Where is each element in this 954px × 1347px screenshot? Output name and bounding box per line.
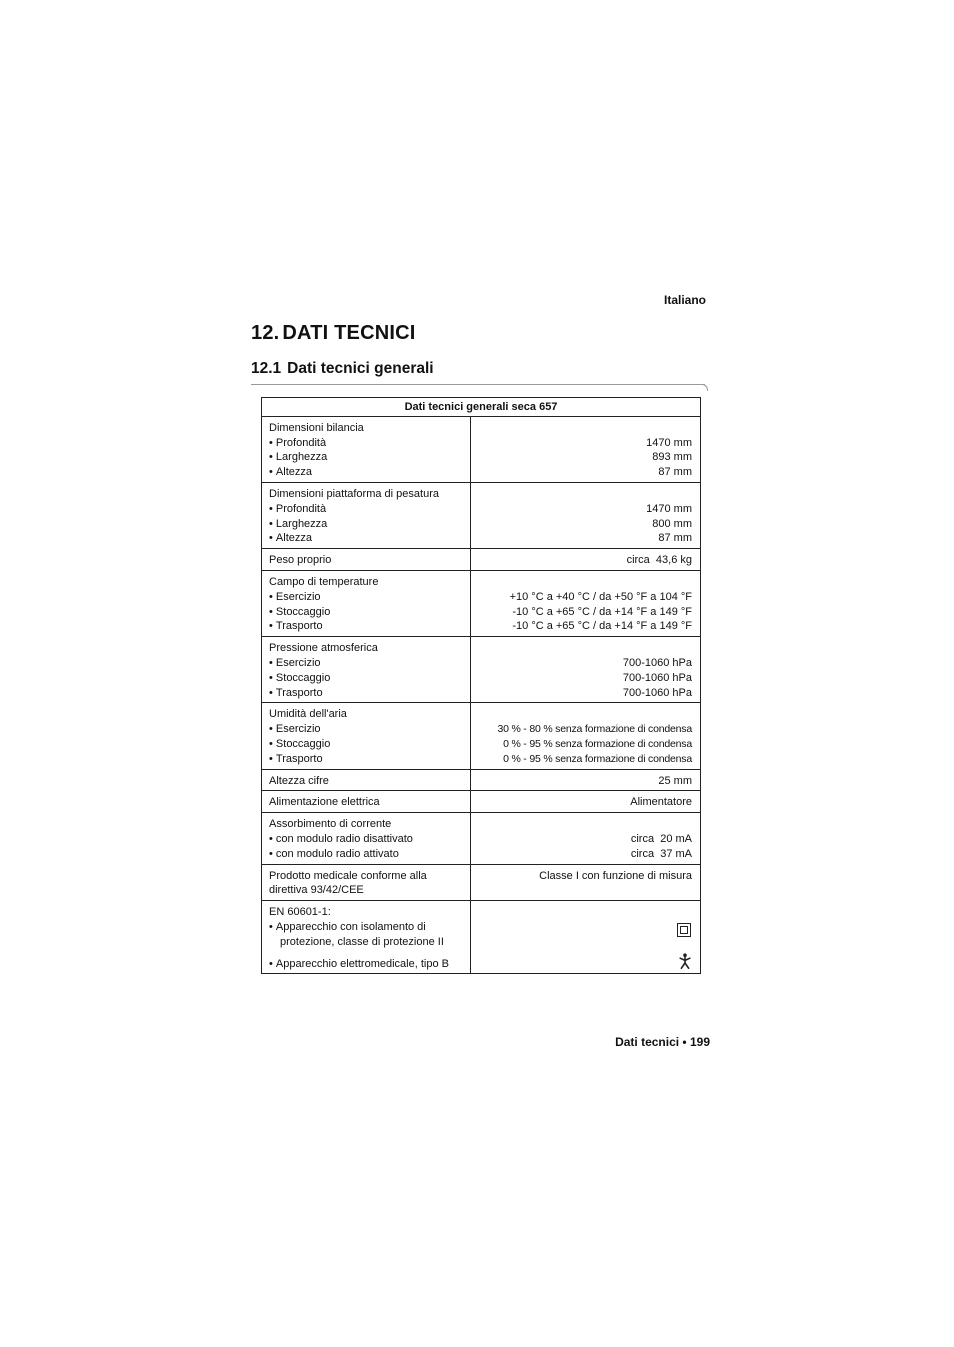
row-item: • Stoccaggio bbox=[269, 671, 462, 686]
row-item: • Trasporto bbox=[269, 752, 462, 767]
row-label: EN 60601-1: bbox=[269, 906, 331, 919]
row-value: -10 °C a +65 °C / da +14 °F a 149 °F bbox=[512, 620, 692, 633]
table-row bbox=[262, 637, 701, 703]
row-label-cell bbox=[262, 791, 471, 813]
row-value: 800 mm bbox=[652, 517, 692, 530]
row-item: • Larghezza bbox=[269, 450, 462, 465]
row-value-cell bbox=[471, 549, 701, 571]
row-value: 30 % - 80 % senza formazione di condensa bbox=[497, 723, 692, 736]
row-label-cell bbox=[262, 813, 471, 864]
row-value-cell bbox=[471, 637, 701, 703]
row-value: 893 mm bbox=[652, 451, 692, 464]
row-item: • Altezza bbox=[269, 465, 462, 480]
table-row bbox=[262, 864, 701, 901]
row-value-cell bbox=[471, 901, 701, 974]
section-rule-end bbox=[701, 384, 708, 391]
row-item: • con modulo radio attivato bbox=[269, 847, 462, 862]
row-item: • Larghezza bbox=[269, 517, 462, 532]
row-label-cell bbox=[262, 864, 471, 901]
row-item: • Trasporto bbox=[269, 619, 462, 634]
table-row bbox=[262, 901, 701, 974]
table-row bbox=[262, 482, 701, 548]
row-value: 1470 mm bbox=[646, 436, 692, 449]
row-item: • Esercizio bbox=[269, 656, 462, 671]
row-item: • Profondità bbox=[269, 436, 462, 451]
row-value-cell bbox=[471, 416, 701, 482]
row-label-cell bbox=[262, 637, 471, 703]
row-value-cell bbox=[471, 864, 701, 901]
row-value-cell bbox=[471, 703, 701, 769]
row-label: Umidità dell'aria bbox=[269, 708, 347, 721]
row-label: Campo di temperature bbox=[269, 575, 379, 588]
row-label: Assorbimento di corrente bbox=[269, 818, 392, 831]
row-item: • Stoccaggio bbox=[269, 605, 462, 620]
row-value: circa 37 mA bbox=[630, 847, 692, 860]
row-label: Pressione atmosferica bbox=[269, 642, 378, 655]
row-value: 87 mm bbox=[658, 532, 692, 545]
row-value-cell bbox=[471, 813, 701, 864]
row-item: • Trasporto bbox=[269, 686, 462, 701]
row-value: 87 mm bbox=[658, 466, 692, 479]
table-row bbox=[262, 769, 701, 791]
row-label-cell bbox=[262, 769, 471, 791]
row-label-cell bbox=[262, 416, 471, 482]
table-row bbox=[262, 703, 701, 769]
row-label-cell bbox=[262, 549, 471, 571]
row-value: 700-1060 hPa bbox=[622, 656, 692, 669]
section-title: Dati tecnici generali bbox=[287, 360, 434, 377]
row-value: Alimentatore bbox=[630, 796, 692, 809]
table-row bbox=[262, 791, 701, 813]
row-item: • Stoccaggio bbox=[269, 737, 462, 752]
row-value: 25 mm bbox=[658, 774, 692, 787]
row-value-cell bbox=[471, 769, 701, 791]
row-label: Alimentazione elettrica bbox=[269, 796, 380, 809]
chapter-title: DATI TECNICI bbox=[282, 322, 416, 344]
row-label-cell bbox=[262, 570, 471, 636]
row-value-cell bbox=[471, 570, 701, 636]
section-number: 12.1 bbox=[251, 360, 282, 377]
row-value: 700-1060 hPa bbox=[622, 686, 692, 699]
protection-class-ii-icon bbox=[677, 923, 691, 937]
row-value: 1470 mm bbox=[646, 502, 692, 515]
table-row bbox=[262, 813, 701, 864]
row-value: +10 °C a +40 °C / da +50 °F a 104 °F bbox=[509, 590, 692, 603]
section-heading bbox=[251, 360, 434, 378]
chapter-number: 12. bbox=[251, 322, 280, 344]
row-value-cell bbox=[471, 482, 701, 548]
table-title: Dati tecnici generali seca 657 bbox=[262, 398, 701, 417]
table-row bbox=[262, 416, 701, 482]
row-item: • Apparecchio con isolamento di protezione, classe di protezione II bbox=[269, 920, 462, 950]
specs-table bbox=[261, 397, 701, 974]
row-label: Dimensioni bilancia bbox=[269, 421, 364, 434]
row-item: • con modulo radio disattivato bbox=[269, 832, 462, 847]
row-label-cell bbox=[262, 901, 471, 974]
row-value: 0 % - 95 % senza formazione di condensa bbox=[503, 737, 692, 750]
row-label: Peso proprio bbox=[269, 554, 332, 567]
row-label: Prodotto medicale conforme alla direttiva 93/42/CEE bbox=[269, 869, 427, 897]
section-rule bbox=[251, 384, 705, 385]
type-b-applied-part-icon bbox=[679, 953, 691, 969]
table-header-row bbox=[262, 398, 701, 417]
row-label-cell bbox=[262, 703, 471, 769]
row-label-cell bbox=[262, 482, 471, 548]
row-item: • Altezza bbox=[269, 531, 462, 546]
row-value: 0 % - 95 % senza formazione di condensa bbox=[503, 752, 692, 765]
table-row bbox=[262, 570, 701, 636]
row-label: Dimensioni piattaforma di pesatura bbox=[269, 487, 439, 500]
language-label: Italiano bbox=[663, 293, 706, 307]
row-value: -10 °C a +65 °C / da +14 °F a 149 °F bbox=[512, 605, 692, 618]
row-item: • Apparecchio elettromedicale, tipo B bbox=[269, 957, 462, 972]
row-value: Classe I con funzione di misura bbox=[539, 869, 692, 882]
row-item: • Esercizio bbox=[269, 722, 462, 737]
row-value-cell bbox=[471, 791, 701, 813]
page-footer: Dati tecnici • 199 bbox=[615, 1035, 710, 1049]
table-row bbox=[262, 549, 701, 571]
row-item: • Profondità bbox=[269, 502, 462, 517]
row-value: 700-1060 hPa bbox=[622, 671, 692, 684]
row-value: circa 43,6 kg bbox=[626, 554, 692, 567]
row-item: • Esercizio bbox=[269, 590, 462, 605]
row-value: circa 20 mA bbox=[630, 832, 692, 845]
chapter-heading bbox=[251, 322, 416, 345]
row-label: Altezza cifre bbox=[269, 774, 329, 787]
